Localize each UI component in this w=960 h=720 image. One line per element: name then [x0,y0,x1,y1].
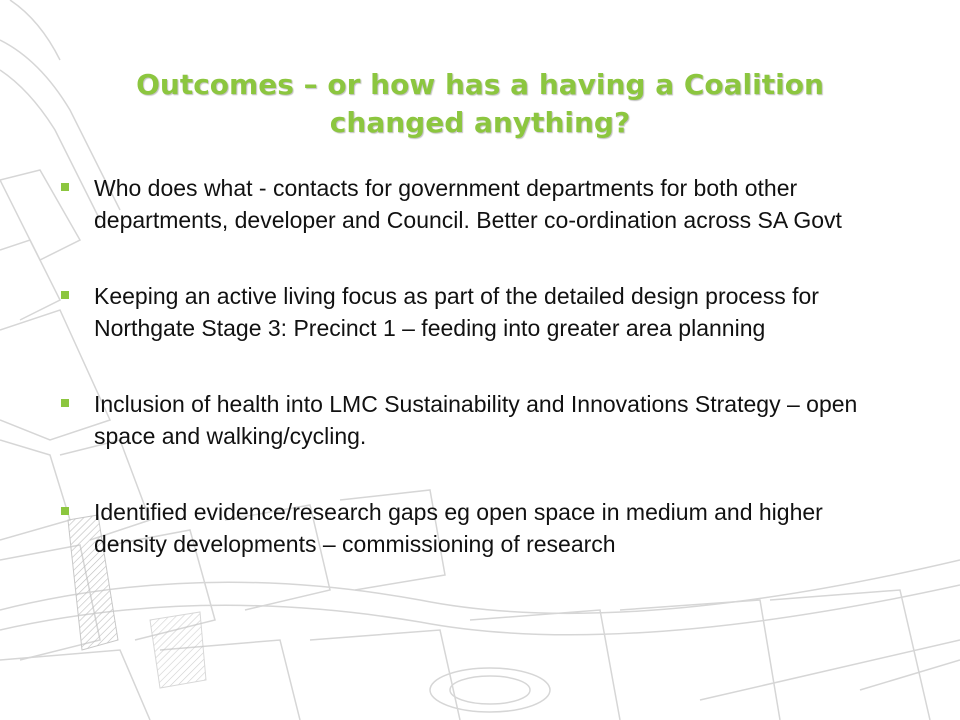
slide-title-line-2: changed anything? [329,106,631,139]
square-bullet-icon [61,183,69,191]
square-bullet-icon [61,399,69,407]
bullet-text: Who does what - contacts for government departments for both other departments, developer and Council. Better co-ordination across SA Govt [94,175,842,233]
square-bullet-icon [61,507,69,515]
bullet-text: Identified evidence/research gaps eg open space in medium and higher density developments – commissioning of research [94,499,823,557]
bullet-text: Keeping an active living focus as part of the detailed design process for Northgate Stage 3: Precinct 1 – feeding into greater area planning [94,283,819,341]
bullet-list [58,172,878,560]
bullet-item [58,388,878,452]
bullet-item [58,172,878,236]
square-bullet-icon [61,291,69,299]
slide-title-line-1: Outcomes – or how has a having a Coalition [136,68,824,101]
bullet-item [58,496,878,560]
bullet-text: Inclusion of health into LMC Sustainability and Innovations Strategy – open space and walking/cycling. [94,391,858,449]
bullet-item [58,280,878,344]
slide-title [60,66,900,142]
